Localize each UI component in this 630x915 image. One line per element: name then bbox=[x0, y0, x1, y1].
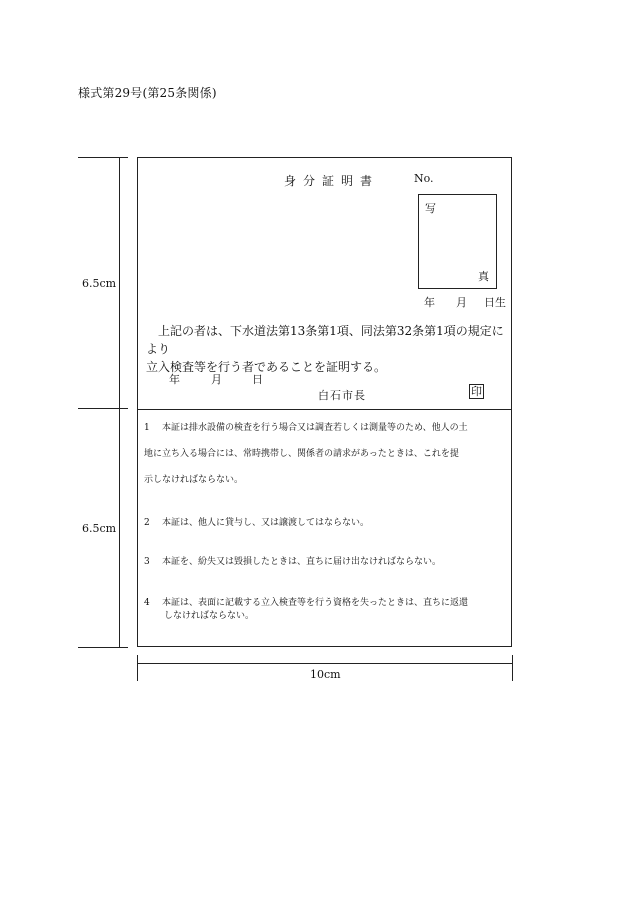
note-text: 示しなければならない。 bbox=[144, 475, 244, 485]
seal-box: 印 bbox=[471, 385, 482, 398]
dimension-height-bottom: 6.5cm bbox=[82, 522, 117, 535]
dimension-line-horizontal bbox=[137, 663, 512, 664]
issuer-name: 白石市長 bbox=[318, 389, 366, 402]
note-text: 本証は、表面に記載する立入検査等を行う資格を失ったときは、直ちに返還 bbox=[162, 598, 469, 608]
note-text: 本証は排水設備の検査を行う場合又は調査若しくは測量等のため、他人の土 bbox=[162, 423, 468, 433]
dimension-height-top: 6.5cm bbox=[82, 277, 117, 290]
issue-month-label: 月 bbox=[211, 373, 222, 386]
note-number: 1 bbox=[144, 423, 150, 433]
certification-line-2: 立入検査等を行う者であることを証明する。 bbox=[146, 360, 387, 374]
certification-statement bbox=[146, 322, 506, 376]
note-text: 本証は、他人に貸与し、又は譲渡してはならない。 bbox=[162, 518, 370, 528]
birth-month-label: 月 bbox=[456, 296, 467, 309]
dimension-width: 10cm bbox=[310, 668, 341, 681]
note-text: しなければならない。 bbox=[164, 611, 255, 621]
note-number: 2 bbox=[144, 518, 150, 528]
note-item-2 bbox=[144, 517, 508, 530]
note-number: 3 bbox=[144, 557, 150, 567]
birth-year-label: 年 bbox=[424, 296, 435, 309]
issue-day-label: 日 bbox=[252, 373, 263, 386]
dimension-tick-left bbox=[137, 655, 138, 681]
photo-label-top: 写 bbox=[425, 202, 436, 215]
form-number-label: 様式第29号(第25条関係) bbox=[78, 86, 217, 100]
card-title: 身分証明書 bbox=[284, 174, 380, 188]
dimension-tick-middle bbox=[78, 408, 128, 409]
note-number: 4 bbox=[144, 598, 150, 608]
note-text: 地に立ち入る場合には、常時携帯し、関係者の請求があったときは、これを提 bbox=[144, 449, 459, 459]
birth-day-label: 日生 bbox=[484, 296, 506, 309]
dimension-tick-bottom bbox=[78, 647, 128, 648]
photo-box bbox=[418, 194, 497, 289]
issue-year-label: 年 bbox=[169, 373, 180, 386]
photo-label-bottom: 真 bbox=[478, 270, 489, 283]
dimension-tick-right bbox=[512, 655, 513, 681]
id-card bbox=[137, 157, 512, 647]
note-item-3 bbox=[144, 556, 508, 569]
certification-line-1: 上記の者は、下水道法第13条第1項、同法第32条第1項の規定により bbox=[146, 324, 504, 356]
card-number-label: No. bbox=[414, 172, 434, 185]
dimension-tick-top bbox=[78, 157, 128, 158]
note-item-1 bbox=[144, 422, 508, 487]
note-item-4 bbox=[144, 597, 508, 623]
card-divider bbox=[138, 409, 511, 410]
note-text: 本証を、紛失又は毀損したときは、直ちに届け出なければならない。 bbox=[162, 557, 442, 567]
dimension-line-vertical bbox=[119, 157, 120, 647]
